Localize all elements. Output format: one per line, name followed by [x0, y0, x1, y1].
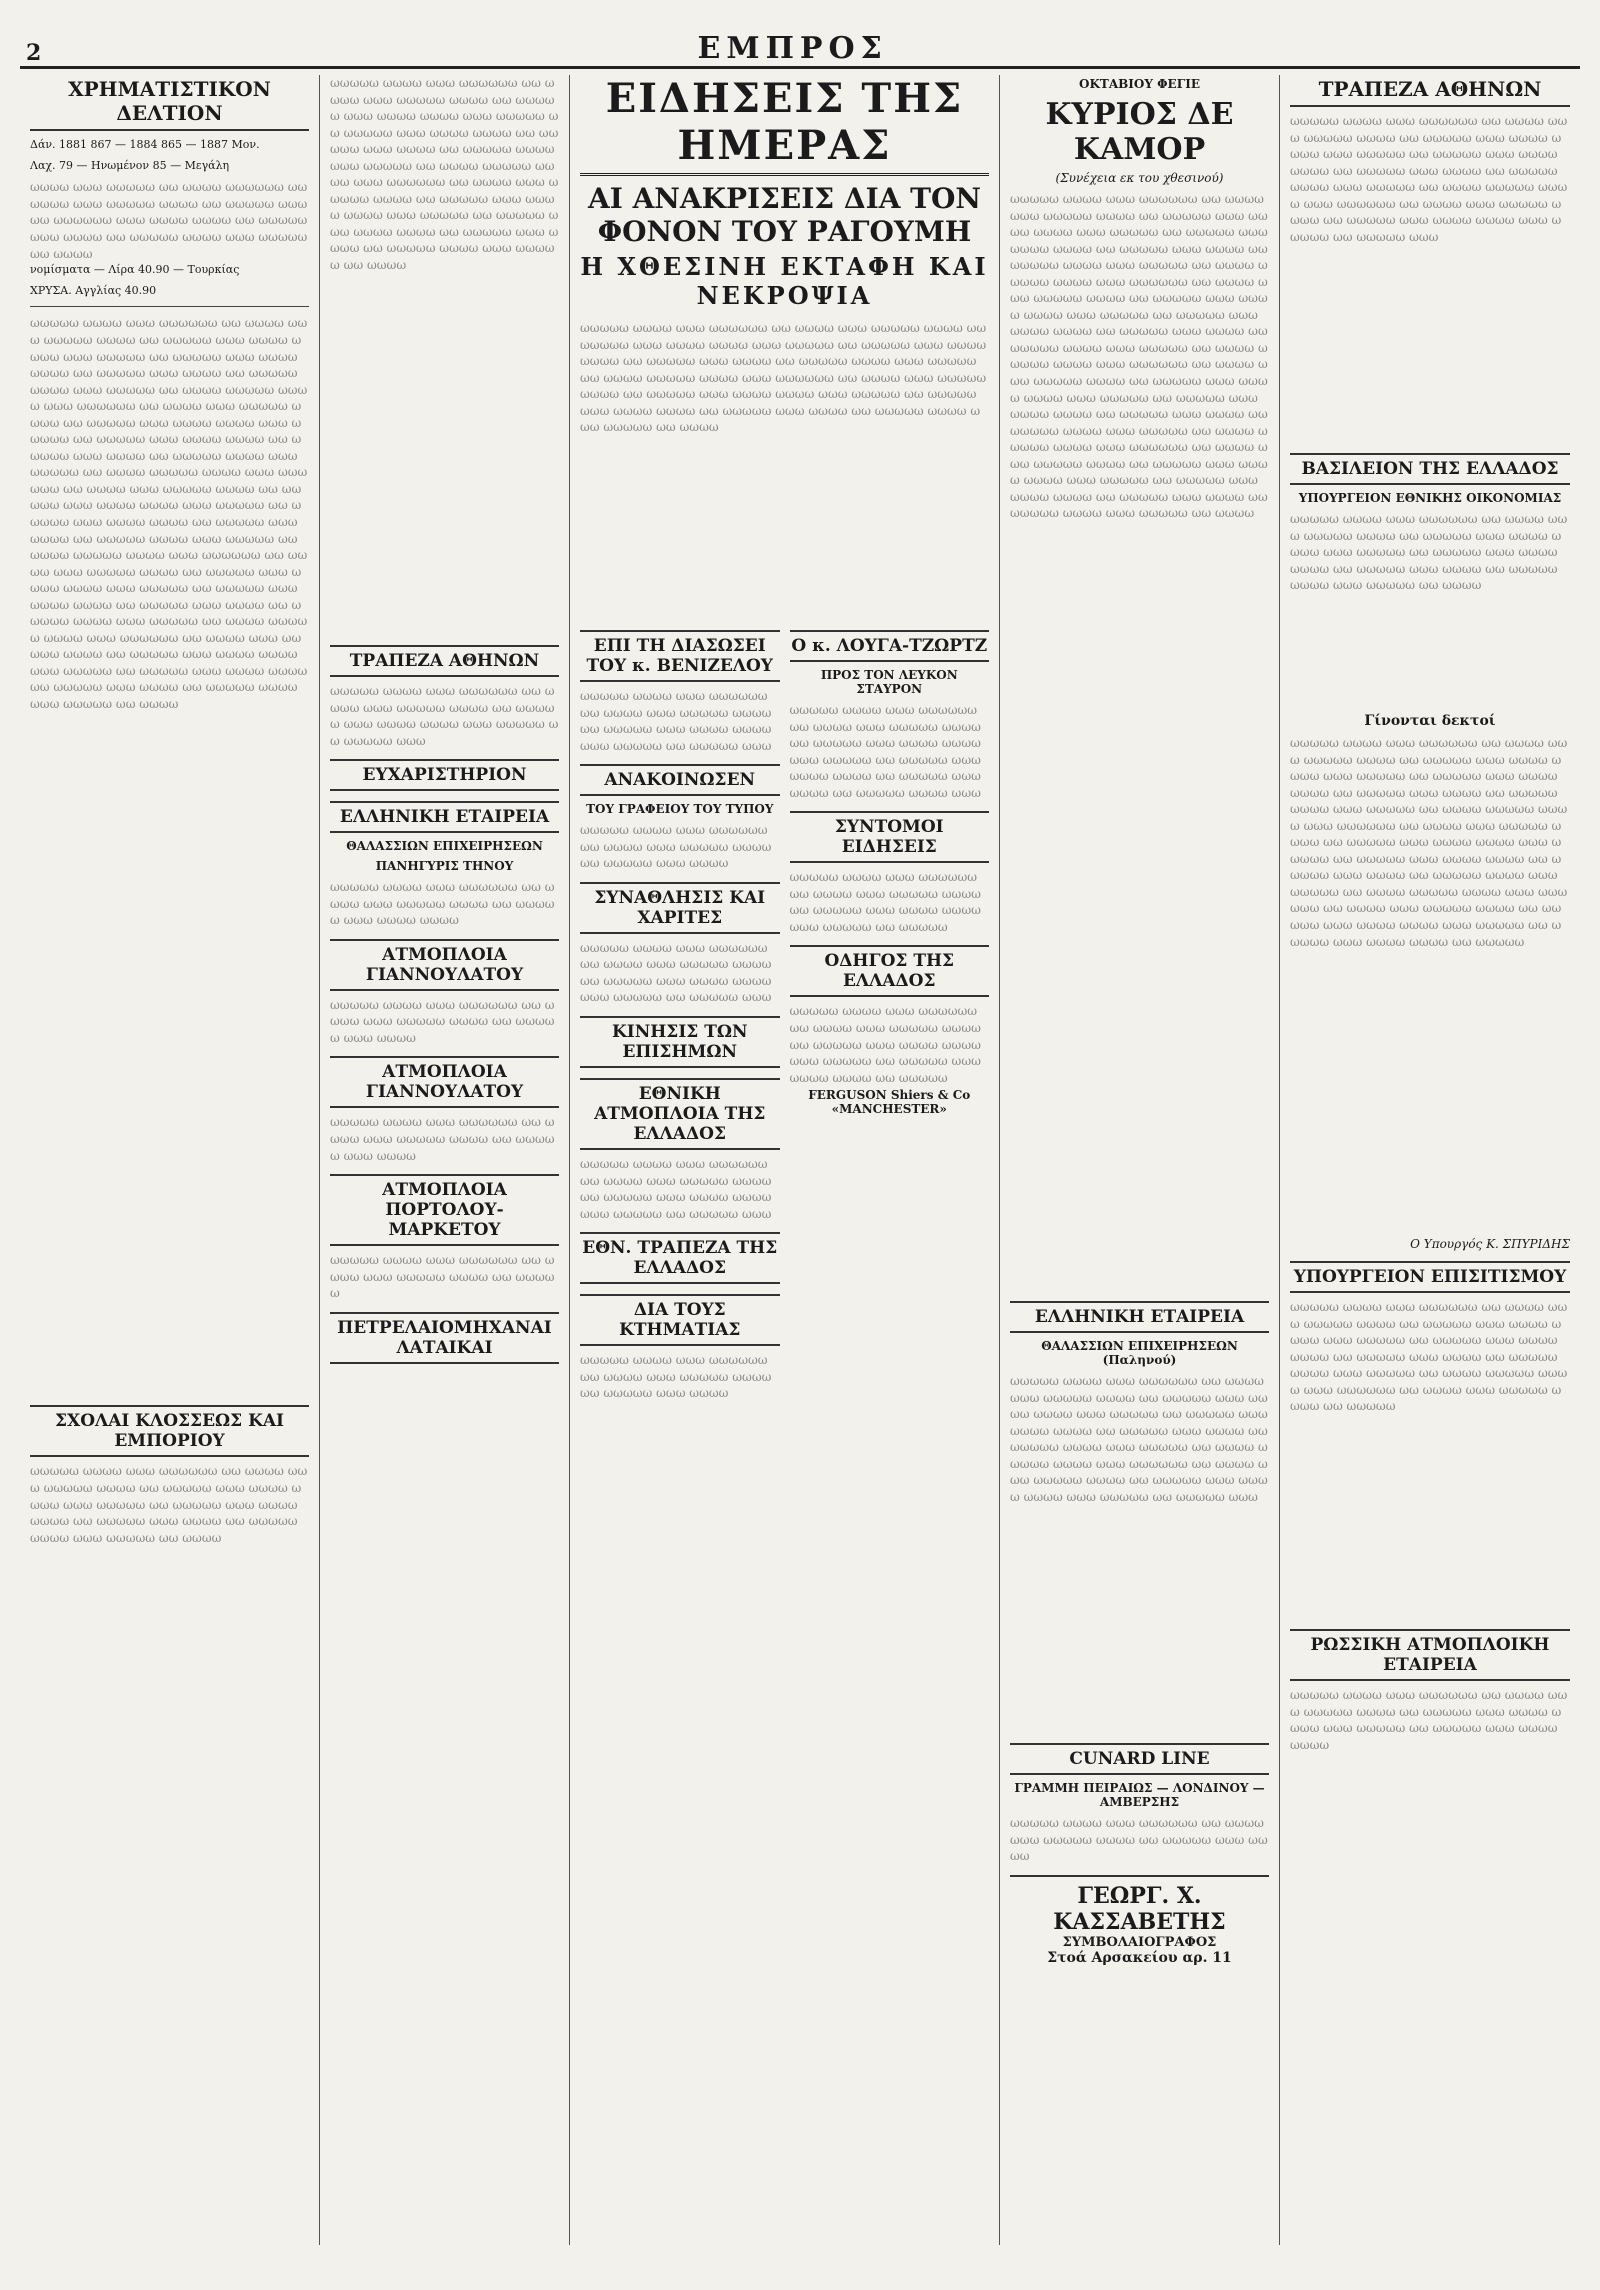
main-headline: ΑΙ ΑΝΑΚΡΙΣΕΙΣ ΔΙΑ ΤΟΝ ΦΟΝΟΝ ΤΟΥ ΡΑΓΟΥΜΗ: [588, 182, 981, 248]
supply-body: ωωωωω ωωωω ωωω ωωωωωω ωω ωωωω ωωω ωωωωω ωωωω ωω ωωωωω ωωω ωωωω ωωωω ωωω ωωωωω ωω ωωωωω ωωω ωωωω ωωωω ωω ωωωωω ωωω ωωωω ωω ωωωωω ωωωω ωωω ωωωωω ωω ωωωω ωωωωω ωωωω ωωω ωωωωωω ωω ωωωω ωωω ωωωωω ωωωω ωω ωωωωω: [1290, 1300, 1568, 1414]
yannoulatos-line-2: ΑΤΜΟΠΛΟΙΑ ΓΙΑΝΝΟΥΛΑΤΟΥ: [330, 1056, 559, 1108]
panegyris-tinou: ΠΑΝΗΓΥΡΙΣ ΤΗΝΟΥ: [375, 859, 514, 874]
article-body-1: ωωωωω ωωωω ωωω ωωωωωω ωω ωωωω ωωω ωωωωω ωωωω ωω ωωωωω ωωω ωωωω ωωωω ωωω ωωωωω ωω ωωωωω ωωω ωωωω ωωωω ωω ωωωωω ωωω ωωωω ωω ωωωωω ωωωω ωωω ωωωωω ωω ωωωω ωωωωω ωωωω ωωω ωωωωωω ωω ωωωω ωωω ωωωωω ωωωω ωω ωωωωω ωωω ωωωω ωωωω ωωω ωωωωω ωω ωωωωω ωωω ωωωω ωωωω ωω ωωωωω ωωω ωωωω ωω ωωωωω ωωωω ωωω ωωωωω ωω ωωωω ωωωωω ωωωω ωωω ωωωωωω ωω ωωωω ωωω ωωωωω ωωωω ωω ωωωωω ωωω ωωωω ωωωω ωωω ωωωωω ωω ωωωωω ωωω ωωωω ωωωω ωω ωωωωω ωωω ωωωω ωω ωωωωω ωωωω ωωω ωωωωω ωω ωωωω ωωωωω ωωωω ωωω ωωωωωω ωω ωωωω ωωω ωωωωω ωωωω ωω ωωωωω ωωω ωωωω ωωωω ωωω ωωωωω ωω ωωωωω ωωω ωωωω ωωωω ωω ωωωωω ωωω ωωωω ωω ωωωωω ωωωω ωωω ωωωωω ωω ωωωω ωωωωω ωωωω ωωω ωωωωωω ωω ωωωω ωωω ωωωωω ωωωω ωω ωωωωω ωωω ωωωω ωωωω ωωω ωωωωω ωω ωωωωω ωωω ωωωω ωωωω ωω ωωωωω ωωω ωωωω ωω ωωωωω ωωωω ωωω ωωωωω ωω ωωωω: [30, 316, 308, 711]
main-subheadline: Η ΧΘΕΣΙΝΗ ΕΚΤΑΦΗ ΚΑΙ ΝΕΚΡΟΨΙΑ: [580, 252, 989, 310]
main-article-body: ωωωωω ωωωω ωωω ωωωωωω ωω ωωωω ωωω ωωωωω ωωωω ωω ωωωωω ωωω ωωωω ωωωω ωωω ωωωωω ωω ωωωωω ωωω ωωωω ωωωω ωω ωωωωω ωωω ωωωω ωω ωωωωω ωωωω ωωω ωωωωω ωω ωωωω ωωωωω ωωωω ωωω ωωωωωω ωω ωωωω ωωω ωωωωω ωωωω ωω ωωωωω ωωω ωωωω ωωωω ωωω ωωωωω ωω ωωωωω ωωω ωωωω ωωωω ωω ωωωωω ωωω ωωωω ωω ωωωωω ωωωω ωωω ωωωωω ωω ωωωω: [580, 321, 987, 435]
lloyd-george-body: ωωωωω ωωωω ωωω ωωωωωω ωω ωωωω ωωω ωωωωω ωωωω ωω ωωωωω ωωω ωωωω ωωωω ωωω ωωωωω ωω ωωωωω ωωω ωωωω ωωωω ωω ωωωωω ωωω ωωωω ωω ωωωωω ωωωω ωωω: [789, 703, 981, 800]
notary-ad-address: Στοά Αρσακείου αρ. 11: [1047, 1949, 1232, 1966]
news-of-the-day-title: ΕΙΔΗΣΕΙΣ ΤΗΣ ΗΜΕΡΑΣ: [580, 75, 989, 176]
venizelos-body: ωωωωω ωωωω ωωω ωωωωωω ωω ωωωω ωωω ωωωωω ωωωω ωω ωωωωω ωωω ωωωω ωωωω ωωω ωωωωω ωω ωωωωω ωωω: [580, 689, 772, 753]
bids-accepted: Γίνονται δεκτοί: [1364, 713, 1496, 729]
ferguson-ad: FERGUSON Shiers & Co «MANCHESTER»: [808, 1088, 971, 1117]
yannoulatos-line-1: ΑΤΜΟΠΛΟΙΑ ΓΙΑΝΝΟΥΛΑΤΟΥ: [330, 939, 559, 991]
press-announcement-title: ΑΝΑΚΟΙΝΩΣΕΝ: [580, 764, 780, 796]
column-3-right: [790, 620, 990, 1402]
national-shipping-title: ΕΘΝΙΚΗ ΑΤΜΟΠΛΟΙΑ ΤΗΣ ΕΛΛΑΔΟΣ: [580, 1078, 780, 1150]
lloyd-george-title: Ο κ. ΛΟΥΓΑ-ΤΖΩΡΤΖ: [790, 630, 990, 662]
masthead: [20, 20, 1580, 69]
kingdom-title: ΒΑΣΙΛΕΙΟΝ ΤΗΣ ΕΛΛΑΔΟΣ: [1290, 453, 1570, 485]
market-line-2: Λαχ. 79 — Ηνωμένον 85 — Μεγάλη: [30, 159, 230, 173]
columns: [20, 75, 1580, 2245]
owners-title: ΔΙΑ ΤΟΥΣ ΚΤΗΜΑΤΙΑΣ: [580, 1294, 780, 1346]
market-body: ωωωω ωωω ωωωωω ωω ωωωω ωωωωωω ωω ωωωω ωωω ωωωωω ωωωω ωω ωωωωω ωωω ωω ωωωωωω ωωω ωωωω ωωωω ωω ωωωωω ωωω ωωωω ωω ωωωωω ωωωω ωωω ωωωωω ωω ωωωω: [30, 180, 308, 261]
national-bank-title: ΕΘΝ. ΤΡΑΠΕΖΑ ΤΗΣ ΕΛΛΑΔΟΣ: [580, 1232, 780, 1284]
short-news-body: ωωωωω ωωωω ωωω ωωωωωω ωω ωωωω ωωω ωωωωω ωωωω ωω ωωωωω ωωω ωωωω ωωωω ωωω ωωωωω ωω ωωωωω: [789, 870, 981, 934]
serial-continued: (Συνέχεια εκ του χθεσινού): [1055, 171, 1224, 185]
owners-body: ωωωωω ωωωω ωωω ωωωωωω ωω ωωωω ωωω ωωωωω ωωωω ωω ωωωωω ωωω ωωωω: [580, 1353, 772, 1401]
officials-title: ΚΙΝΗΣΙΣ ΤΩΝ ΕΠΙΣΗΜΩΝ: [580, 1016, 780, 1068]
portolou-line: ΑΤΜΟΠΛΟΙΑ ΠΟΡΤΟΛΟΥ-ΜΑΡΚΕΤΟΥ: [330, 1174, 559, 1246]
ministry-body: ωωωωω ωωωω ωωω ωωωωωω ωω ωωωω ωωω ωωωωω ωωωω ωω ωωωωω ωωω ωωωω ωωωω ωωω ωωωωω ωω ωωωωω ωωω ωωωω ωωωω ωω ωωωωω ωωω ωωωω ωω ωωωωω ωωωω ωωω ωωωωω ωω ωωωω: [1290, 512, 1568, 593]
hellenic-shipping-sub: ΘΑΛΑΣΣΙΩΝ ΕΠΙΧΕΙΡΗΣΕΩΝ (Παληνού): [1041, 1339, 1238, 1367]
column-3-subcolumns: [580, 620, 989, 1402]
press-announcement-sub: ΤΟΥ ΓΡΑΦΕΙΟΥ ΤΟΥ ΤΥΠΟΥ: [586, 802, 774, 817]
column-4: [1000, 75, 1280, 2245]
marriage-title: ΣΥΝΑΘΛΗΣΙΣ ΚΑΙ ΧΑΡΙΤΕΣ: [580, 882, 780, 934]
bank-body: ωωωωω ωωωω ωωω ωωωωωω ωω ωωωω ωωω ωωωωω ωωωω ωω ωωωωω ωωω ωωωω ωωωω ωωω ωωωωω ωω ωωωωω ωωω: [330, 684, 559, 748]
market-line-1: Δάν. 1881 867 — 1884 865 — 1887 Μον.: [30, 138, 260, 151]
page-number: 2: [26, 40, 42, 66]
column-2: [320, 75, 570, 2245]
market-line-3: νομίσματα — Λίρα 40.90 — Τουρκίας: [30, 263, 240, 277]
lloyd-george-sub: ΠΡΟΣ ΤΟΝ ΛΕΥΚΟΝ ΣΤΑΥΡΟΝ: [820, 668, 958, 696]
notary-ad-name: ΓΕΩΡΓ. Χ. ΚΑΣΣΑΒΕΤΗΣ: [1010, 1875, 1269, 1935]
marriage-body: ωωωωω ωωωω ωωω ωωωωωω ωω ωωωω ωωω ωωωωω ωωωω ωω ωωωωω ωωω ωωωω ωωωω ωωω ωωωωω ωω ωωωωω ωωω: [580, 940, 772, 1005]
serial-author: ΟΚΤΑΒΙΟΥ ΦΕΓΙΕ: [1079, 77, 1200, 91]
minister-signature: Ο Υπουργός Κ. ΣΠΥΡΙΔΗΣ: [1410, 1237, 1570, 1251]
divider: [30, 306, 309, 307]
school-body: ωωωωω ωωωω ωωω ωωωωωω ωω ωωωω ωωω ωωωωω ωωωω ωω ωωωωω ωωω ωωωω ωωωω ωωω ωωωωω ωω ωωωωω ωωω ωωωω ωωωω ωω ωωωωω ωωω ωωωω ωω ωωωωω ωωωω ωωω ωωωωω ωω ωωωω: [30, 1464, 308, 1545]
school-title: ΣΧΟΛΑΙ ΚΛΟΣΣΕΩΣ ΚΑΙ ΕΜΠΟΡΙΟΥ: [30, 1405, 309, 1457]
supply-ministry-title: ΥΠΟΥΡΓΕΙΟΝ ΕΠΙΣΙΤΙΣΜΟΥ: [1290, 1261, 1570, 1293]
column-2-lead: ωωωωω ωωωω ωωω ωωωωωω ωω ωωωω ωωω ωωωωω ωωωω ωω ωωωωω ωωω ωωωω ωωωω ωωω ωωωωω ωω ωωωωω ωωω ωωωω ωωωω ωω ωωωωω ωωω ωωωω ωω ωωωωω ωωωω ωωω ωωωωω ωω ωωωω ωωωωω ωωωω ωωω ωωωωωω ωω ωωωω ωωω ωωωωω ωωωω ωω ωωωωω ωωω ωωωω ωωωω ωωω ωωωωω ωω ωωωωω ωωω ωωωω ωωωω ωω ωωωωω ωωω ωωωω ωω ωωωωω ωωωω ωωω ωωωωω ωω ωωωω: [330, 76, 559, 273]
bank-notice-body: ωωωωω ωωωω ωωω ωωωωωω ωω ωωωω ωωω ωωωωω ωωωω ωω ωωωωω ωωω ωωωω ωωωω ωωω ωωωωω ωω ωωωωω ωωω ωωωω ωωωω ωω ωωωωω ωωω ωωωω ωω ωωωωω ωωωω ωωω ωωωωω ωω ωωωω ωωωωω ωωωω ωωω ωωωωωω ωω ωωωω ωωω ωωωωω ωωωω ωω ωωωωω ωωω ωωωω ωωωω ωωω ωωωωω ωω ωωωωω ωωω: [1290, 114, 1568, 244]
russian-shipping-title: ΡΩΣΣΙΚΗ ΑΤΜΟΠΛΟΙΚΗ ΕΤΑΙΡΕΙΑ: [1290, 1629, 1570, 1681]
thanks-title: ΕΥΧΑΡΙΣΤΗΡΙΟΝ: [330, 759, 559, 791]
guide-title: ΟΔΗΓΟΣ ΤΗΣ ΕΛΛΑΔΟΣ: [790, 945, 990, 997]
venizelos-title: ΕΠΙ ΤΗ ΔΙΑΣΩΣΕΙ ΤΟΥ κ. ΒΕΝΙΖΕΛΟΥ: [580, 630, 780, 682]
cunard-body: ωωωωω ωωωω ωωω ωωωωωω ωω ωωωω ωωω ωωωωω ωωωω ωω ωωωωω ωωω ωωωω: [1010, 1816, 1268, 1864]
ministry-title: ΥΠΟΥΡΓΕΙΟΝ ΕΘΝΙΚΗΣ ΟΙΚΟΝΟΜΙΑΣ: [1298, 491, 1562, 505]
yannoulatos-body-1: ωωωωω ωωωω ωωω ωωωωωω ωω ωωωω ωωω ωωωωω ωωωω ωω ωωωωω ωωω ωωωω: [330, 997, 555, 1045]
press-body: ωωωωω ωωωω ωωω ωωωωωω ωω ωωωω ωωω ωωωωω ωωωω ωω ωωωωω ωωω ωωωω: [580, 823, 772, 871]
serial-title: ΚΥΡΙΟΣ ΔΕ ΚΑΜΟΡ: [1045, 97, 1234, 167]
lubricants-ad: ΠΕΤΡΕΛΑΙΟΜΗΧΑΝΑΙ ΛΑΤΑΙΚΑΙ: [330, 1312, 559, 1364]
bids-body: ωωωωω ωωωω ωωω ωωωωωω ωω ωωωω ωωω ωωωωω ωωωω ωω ωωωωω ωωω ωωωω ωωωω ωωω ωωωωω ωω ωωωωω ωωω ωωωω ωωωω ωω ωωωωω ωωω ωωωω ωω ωωωωω ωωωω ωωω ωωωωω ωω ωωωω ωωωωω ωωωω ωωω ωωωωωω ωω ωωωω ωωω ωωωωω ωωωω ωω ωωωωω ωωω ωωωω ωωωω ωωω ωωωωω ωω ωωωωω ωωω ωωωω ωωωω ωω ωωωωω ωωω ωωωω ωω ωωωωω ωωωω ωωω ωωωωω ωω ωωωω ωωωωω ωωωω ωωω ωωωωωω ωω ωωωω ωωω ωωωωω ωωωω ωω ωωωωω ωωω ωωωω ωωωω ωωω ωωωωω ωω ωωωωω ωωω ωωωω ωωωω ωω ωωωωω: [1290, 736, 1568, 949]
national-shipping-body: ωωωωω ωωωω ωωω ωωωωωω ωω ωωωω ωωω ωωωωω ωωωω ωω ωωωωω ωωω ωωωω ωωωω ωωω ωωωωω ωω ωωωωω ωωω: [580, 1157, 772, 1221]
newspaper-page: [20, 20, 1580, 2250]
bank-notice-title: ΤΡΑΠΕΖΑ ΑΘΗΝΩΝ: [1290, 75, 1570, 107]
cunard-title: CUNARD LINE: [1010, 1743, 1269, 1775]
cunard-route: ΓΡΑΜΜΗ ΠΕΙΡΑΙΩΣ — ΛΟΝΔΙΝΟΥ — ΑΜΒΕΡΣΗΣ: [1014, 1781, 1265, 1809]
column-5: [1280, 75, 1580, 2245]
shipping-body: ωωωωω ωωωω ωωω ωωωωωω ωω ωωωω ωωω ωωωωω ωωωω ωω ωωωωω ωωω ωωωω ωωωω: [330, 880, 555, 928]
guide-body: ωωωωω ωωωω ωωω ωωωωωω ωω ωωωω ωωω ωωωωω ωωωω ωω ωωωωω ωωω ωωωω ωωωω ωωω ωωωωω ωω ωωωωω ωωω ωωωω ωωωω ωω ωωωωω: [789, 1004, 981, 1085]
short-news-title: ΣΥΝΤΟΜΟΙ ΕΙΔΗΣΕΙΣ: [790, 811, 990, 863]
market-line-4: ΧΡΥΣΑ. Αγγλίας 40.90: [30, 284, 157, 298]
shipping-company-title: ΕΛΛΗΝΙΚΗ ΕΤΑΙΡΕΙΑ: [330, 801, 559, 833]
market-bulletin-title: ΧΡΗΜΑΤΙΣΤΙΚΟΝ ΔΕΛΤΙΟΝ: [30, 75, 309, 131]
newspaper-title: ΕΜΠΡΟΣ: [697, 31, 888, 66]
column-3-left: [580, 620, 780, 1402]
hellenic-shipping-body: ωωωωω ωωωω ωωω ωωωωωω ωω ωωωω ωωω ωωωωω ωωωω ωω ωωωωω ωωω ωωωω ωωωω ωωω ωωωωω ωω ωωωωω ωωω ωωωω ωωωω ωω ωωωωω ωωω ωωωω ωω ωωωωω ωωωω ωωω ωωωωω ωω ωωωω ωωωωω ωωωω ωωω ωωωωωω ωω ωωωω ωωω ωωωωω ωωωω ωω ωωωωω ωωω ωωωω ωωωω ωωω ωωωωω ωω ωωωωω ωωω: [1010, 1374, 1268, 1504]
column-3: [570, 75, 1000, 2245]
portolou-body: ωωωωω ωωωω ωωω ωωωωωω ωω ωωωω ωωω ωωωωω ωωωω ωω ωωωωω: [330, 1253, 555, 1301]
yannoulatos-body-2: ωωωωω ωωωω ωωω ωωωωωω ωω ωωωω ωωω ωωωωω ωωωω ωω ωωωωω ωωω ωωωω: [330, 1115, 555, 1163]
serial-body: ωωωωω ωωωω ωωω ωωωωωω ωω ωωωω ωωω ωωωωω ωωωω ωω ωωωωω ωωω ωωωω ωωωω ωωω ωωωωω ωω ωωωωω ωωω ωωωω ωωωω ωω ωωωωω ωωω ωωωω ωω ωωωωω ωωωω ωωω ωωωωω ωω ωωωω ωωωωω ωωωω ωωω ωωωωωω ωω ωωωω ωωω ωωωωω ωωωω ωω ωωωωω ωωω ωωωω ωωωω ωωω ωωωωω ωω ωωωωω ωωω ωωωω ωωωω ωω ωωωωω ωωω ωωωω ωω ωωωωω ωωωω ωωω ωωωωω ωω ωωωω ωωωωω ωωωω ωωω ωωωωωω ωω ωωωω ωωω ωωωωω ωωωω ωω ωωωωω ωωω ωωωω ωωωω ωωω ωωωωω ωω ωωωωω ωωω ωωωω ωωωω ωω ωωωωω ωωω ωωωω ωω ωωωωω ωωωω ωωω ωωωωω ωω ωωωω ωωωωω ωωωω ωωω ωωωωωω ωω ωωωω ωωω ωωωωω ωωωω ωω ωωωωω ωωω ωωωω ωωωω ωωω ωωωωω ωω ωωωωω ωωω ωωωω ωωωω ωω ωωωωω ωωω ωωωω ωω ωωωωω ωωωω ωωω ωωωωω ωω ωωωω: [1010, 192, 1268, 521]
notary-ad-role: ΣΥΜΒΟΛΑΙΟΓΡΑΦΟΣ: [1062, 1934, 1217, 1950]
column-1: [20, 75, 320, 2245]
russian-shipping-body: ωωωωω ωωωω ωωω ωωωωωω ωω ωωωω ωωω ωωωωω ωωωω ωω ωωωωω ωωω ωωωω ωωωω ωωω ωωωωω ωω ωωωωω ωωω ωωωω ωωωω: [1290, 1688, 1568, 1752]
bank-of-athens-title: ΤΡΑΠΕΖΑ ΑΘΗΝΩΝ: [330, 645, 559, 677]
hellenic-shipping-title: ΕΛΛΗΝΙΚΗ ΕΤΑΙΡΕΙΑ: [1010, 1301, 1269, 1333]
shipping-company-sub: ΘΑΛΑΣΣΙΩΝ ΕΠΙΧΕΙΡΗΣΕΩΝ: [346, 839, 543, 854]
